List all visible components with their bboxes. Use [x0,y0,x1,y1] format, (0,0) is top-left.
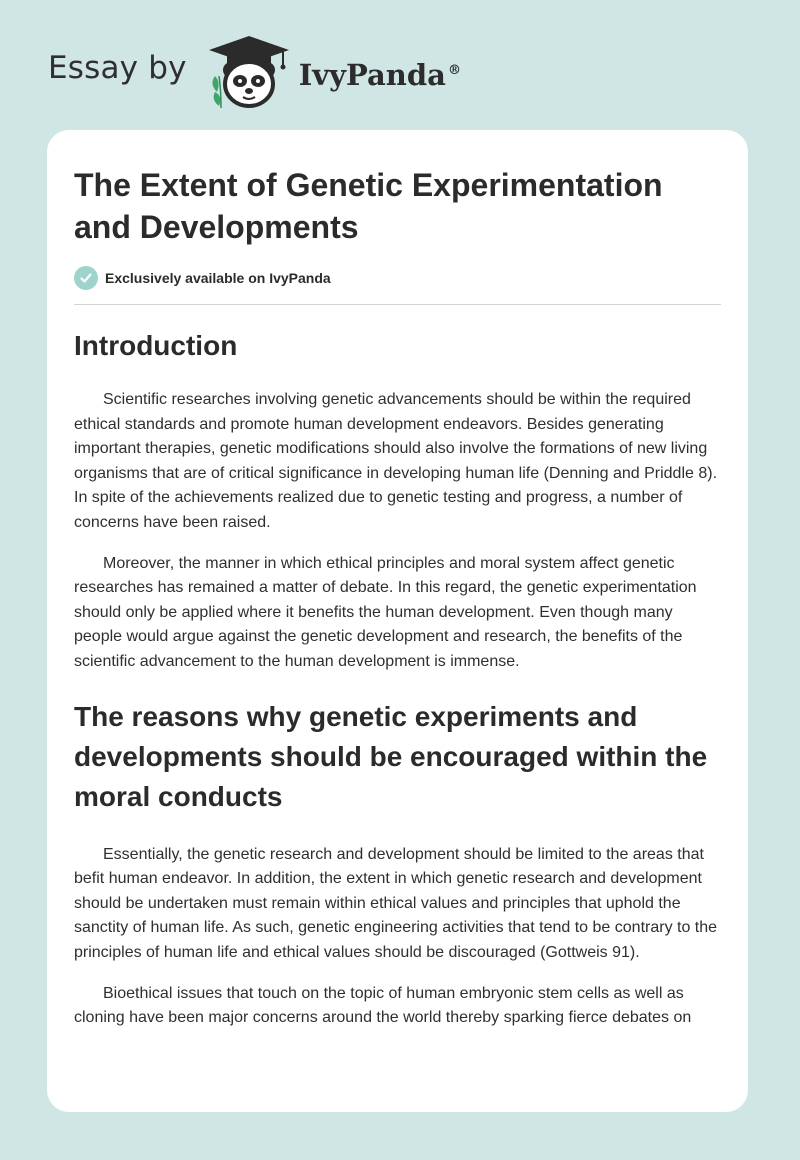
brand-name-text: IvyPanda [298,58,446,92]
essay-card [47,130,748,1112]
section-heading-reasons: The reasons why genetic experiments and developments should be encouraged within the moral conducts [74,700,708,812]
essay-title: The Extent of Genetic Experimentation and Developments [74,167,663,245]
brand-name[interactable] [299,58,461,92]
divider [74,304,721,305]
paragraph: Essentially, the genetic research and development should be limited to the areas that befit human endeavor. In addition, the extent in which genetic research and development should be undertaken must remain within ethical values and principles that uphold the sanctity of human life. As such, genetic engineering activities that tend to be contrary to the principles of human life and ethical values should be discouraged (Gottweis 91). [74,845,718,961]
brand-prefix: Essay by [48,50,187,86]
check-circle-icon [74,266,98,290]
paragraph: Bioethical issues that touch on the topic of human embryonic stem cells as well as cloning have been major concerns around the world thereby sparking fierce debates on [74,984,692,1027]
ivypanda-logo-icon[interactable] [203,34,295,110]
exclusive-badge [74,266,721,290]
badge-label: Exclusively available on IvyPanda [105,270,331,286]
paragraph: Scientific researches involving genetic advancements should be within the required ethical standards and promote human development endeavors. Besides generating important therapies, genetic modifications should also involve the formations of new living organisms that are of critical significance in developing human life (Denning and Priddle 8). In spite of the achievements realized due to genetic testing and progress, a number of concerns have been raised. [74,391,718,531]
paragraph: Moreover, the manner in which ethical principles and moral system affect genetic researches has remained a matter of debate. In this regard, the genetic experimentation should only be applied where it benefits the human development. Even though many people would argue against the genetic development and research, the benefits of the scientific advancement to the human development is immense. [74,554,697,670]
site-header [48,34,461,110]
registered-mark: ® [447,63,461,79]
section-heading-introduction: Introduction [74,330,238,361]
